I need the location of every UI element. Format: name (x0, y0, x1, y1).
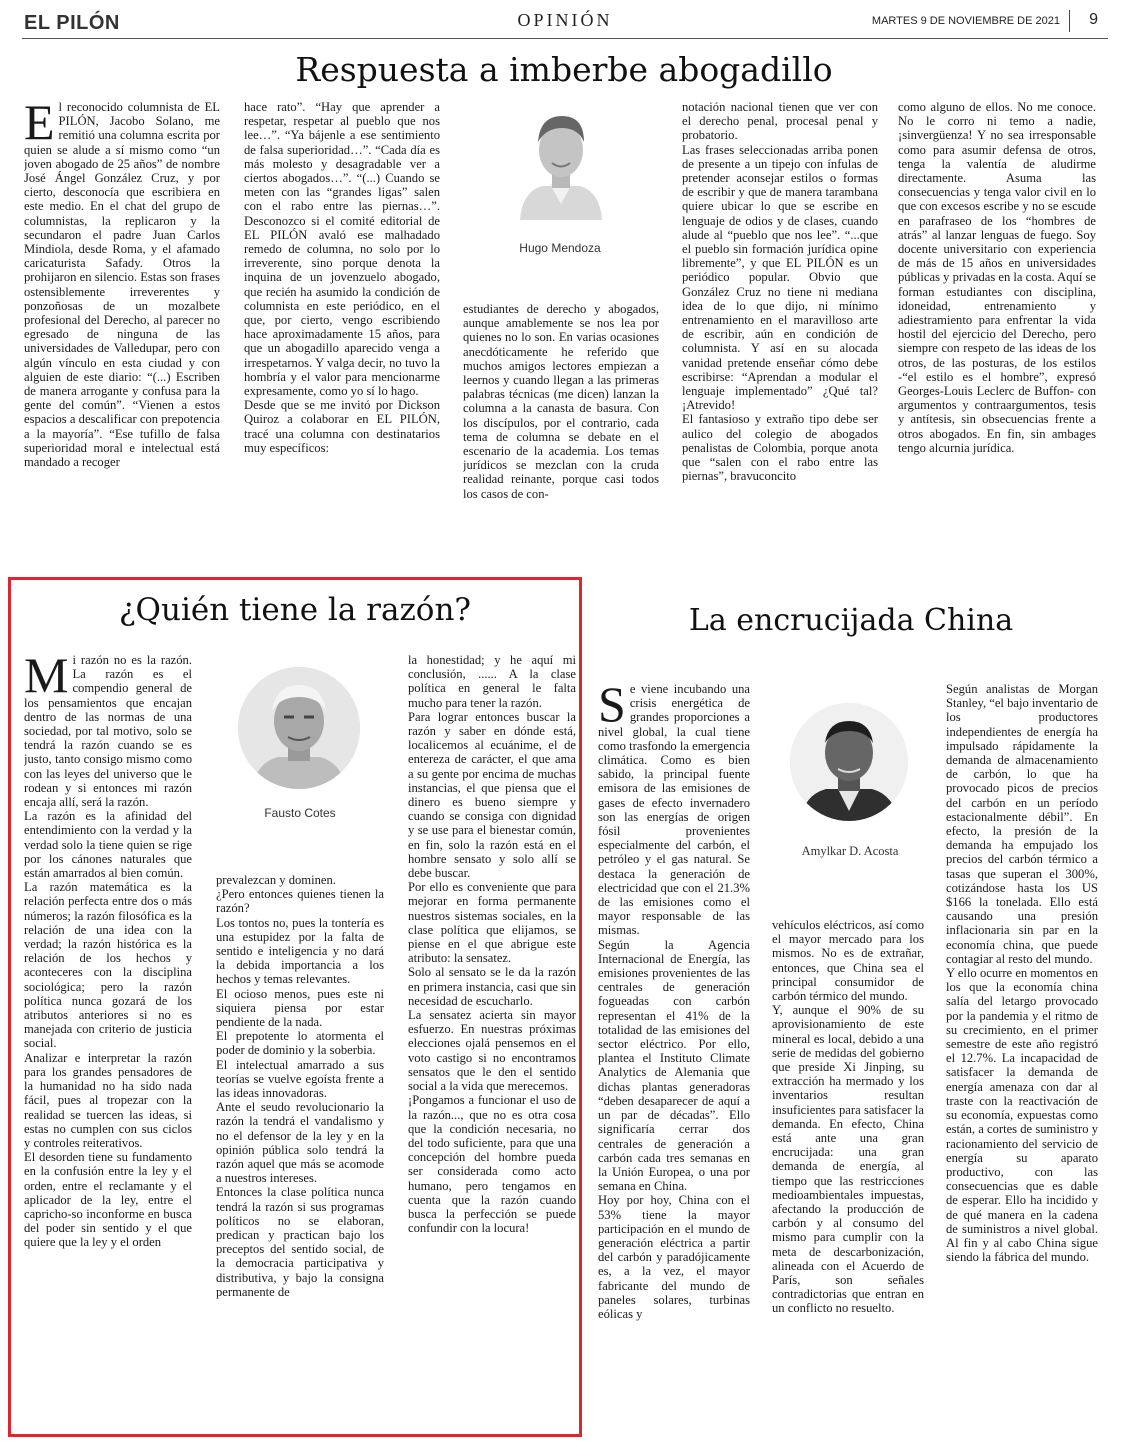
article-3-text-1: e viene incubando una crisis energética de grandes proporciones a nivel global, la cual tiene como trasfondo la emergencia climática. Como es bien sabido, la principal fuente emisora de las emisiones de gases de efecto invernadero son las energías de origen fósil provenientes especialmente del carbón, el petróleo y el gas natural. Se destaca la generación de electricidad que con el 21.3% de las emisiones como el mayor responsable de las mismas. Según la Agencia Internacional de Energía, las emisiones provenientes de las centrales de generación fogueadas con carbón representan el 41% de la totalidad de las emisiones del sector eléctrico. Por ello, plantea el Instituto Climate Analytics de Alemania que dichas plantas generadoras “deben desaparecer de aquí a un par de décadas”. Ello significaría cerrar dos centrales de generación a carbón cada tres semanas en la Unión Europea, o una por semana en China. Hoy por hoy, China con el 53% tiene la mayor participación en el mundo de generación eléctrica a partir del carbón y paradójicamente es, a la vez, el mayor fabricante del mundo de paneles solares, turbinas eólicas y (598, 682, 750, 1321)
article-2-column-2 (216, 873, 384, 1423)
article-2-headline: ¿Quién tiene la razón? (118, 592, 472, 628)
article-2-text-2: prevalezcan y dominen. ¿Pero entonces quienes tienen la razón? Los tontos no, pues la tontería es una estupidez por la falta de sentido e inteligencia y no dará la debida importancia a los hechos y temas relevantes. El ocioso menos, pues este ni siquiera piensa por estar pendiente de la nada. El prepotente lo atormenta el poder de dominio y la soberbia. El intelectual amarrado a sus teorías se vuelve egoísta frente a las ideas innovadoras. Ante el seudo revolucionario la razón la tendrá el vandalismo y no el defensor de la ley y en la opinión pública solo tendrá la razón aquel que más se acomode a nuestros intereses. Entonces la clase política nunca tendrá la razón si sus programas políticos no se elaboran, predican y practican bajo los preceptos del sentido social, de la democracia participativa y distributiva, y bajo la consigna permanente de (216, 873, 384, 1299)
article-1-headline: Respuesta a imberbe abogadillo (295, 50, 833, 89)
article-3-text-3: Según analistas de Morgan Stanley, “el bajo inventario de los productores independientes de energía ha impulsado rápidamente la demanda de almacenamiento de carbón, lo que ha provocado picos de precios del carbón en un período estacionalmente débil”. En efecto, la presión de la demanda ha empujado los precios del carbón térmico a tasas que superan el 300%, cotizándose hasta los US $166 la tonelada. Ello está causando una presión inflacionaria sin par en la economía china, que puede contagiar al resto del mundo. Y ello ocurre en momentos en los que la economía china salía del letargo provocado por la pandemia y el ritmo de su crecimiento, en el primer semestre de este año registró el 12.7%. La incapacidad de satisfacer la demanda de energía amenaza con dar al traste con la reactivación de su economía, expuestas como están, a cortes de suministro y racionamiento del servicio de energía su aparato productivo, con las consecuencias que es dable de esperar. Ello ha incidido y de qué manera en la cadena de suministros a nivel global. Al fin y al cabo China sigue siendo la fábrica del mundo. (946, 682, 1098, 1265)
article-3-column-2 (772, 918, 924, 1422)
article-2-text-3: la honestidad; y he aquí mi conclusión, ...... A la clase política en general le falta mucho para tener la razón. Para lograr entonces buscar la razón y saber en dónde está, localicemos al ecuánime, el de entereza de carácter, el que ama a su gente por encima de muchas instancias, el que piensa que el dinero es bueno siempre y cuando se consiga con dignidad y se use para el bienestar común, en fin, solo la razón está en el hombre sensato y solo allí se debe buscar. Por ello es conveniente que para mejorar en forma permanente nuestros sistemas sociales, en la clase política que elijamos, se piense en el que abrigue este atributo: la sensatez. Solo al sensato se le da la razón en primera instancia, casi que sin necesidad de escucharlo. La sensatez acierta sin mayor esfuerzo. En nuestras próximas elecciones ojalá pensemos en el voto castigo si no encontramos sensatos que le den el sentido social a la vida que merecemos. ¡Pongamos a funcionar el uso de la razón..., que no es otra cosa que la condición necesaria, no del todo suficiente, para que una concepción del hombre pueda ser considerada como acto humano, pero tengamos en cuenta que la razón cuando busca la perfección se puede confundir con la locura! (408, 653, 576, 1236)
masthead (22, 8, 1108, 39)
masthead-divider (1069, 10, 1070, 32)
article-3-column-1 (598, 682, 750, 1422)
article-3-headline: La encrucijada China (688, 603, 1014, 638)
article-1-author-photo (512, 100, 610, 220)
article-1-text-4: notación nacional tienen que ver con el derecho penal, procesal penal y probatorio. Las frases seleccionadas arriba ponen de presente a un tipejo con ínfulas de pretender aconsejar estilos o formas de escribir y que de manera tarambana quiere ubicar lo que se escribe en lenguaje de odios y de clases, cuando alude al “pueblo que nos lee”. “...que el pueblo sin formación jurídica opine libremente”, y que EL PILÓN es un periódico popular. Obvio que González Cruz no tiene ni mediana idea de lo que dijo, ni mínimo entrenamiento en el maravilloso arte de escribir, aún en condición de columnista. Y así en su alocada vanidad pretende enseñar cómo debe escribirse: “Aprendan a modular el lenguaje implementado” ¿Qué tal? ¡Atrevido! El fantasioso y extraño tipo debe ser aulico del colegio de abogados penalistas de Colombia, porque anota que “salen con el rabo entre las piernas”, bravuconcito (682, 100, 878, 484)
article-3-text-2: vehículos eléctricos, así como el mayor mercado para los mismos. No es de extrañar, entonces, que China sea el principal consumidor de carbón térmico del mundo. Y, aunque el 90% de su aprovisionamiento de este mineral es local, debido a una serie de medidas del gobierno que preside Xi Jinping, su extracción ha mermado y los inventarios resultan insuficientes para satisfacer la demanda. En efecto, China está ante una gran encrucijada: una gran demanda de energía, al tiempo que las restricciones medioambientales impuestas, afectando la producción de carbón y al consumo del mismo para cumplir con la meta de descarbonización, alineada con el Acuerdo de París, son señales contradictorias que entran en un conflicto no resuelto. (772, 918, 924, 1316)
article-3-author-name: Amylkar D. Acosta (801, 844, 899, 858)
article-1-dropcap: E (24, 100, 55, 150)
article-1-column-2 (244, 100, 440, 556)
article-1-text-1: l reconocido columnista de EL PILÓN, Jacobo Solano, me remitió una columna escrita por quien se alude a sí mismo como “un joven abogado de 25 años” de nombre José Ángel González Cruz, y por cierto, desconocía que escribiera en este medio. En el chat del grupo de columnistas, la replicaron y la secundaron el padre Juan Carlos Mindiola, desde Roma, y el afamado caricaturista Safady. Otros la prohijaron en silencio. Estas son frases ostensiblemente irreverentes y ponzoñosas de un mozalbete profesional del Derecho, al parecer no egresado de ninguna de las universidades de Valledupar, pero con algún vínculo en esta ciudad y con alguien de este diario: “(...) Escriben de manera arrogante y confusa para la gente del común”. “Vienen a estos espacios a descalificar con prepotencia a la mayoría”. “Ese tufillo de falsa superioridad moral e intelectual está mandado a recoger (24, 100, 220, 470)
article-3-column-3 (946, 682, 1098, 1422)
article-3-dropcap: S (598, 682, 626, 732)
fausto-cotes-portrait (238, 667, 360, 789)
page-number: 9 (1089, 11, 1098, 28)
article-2-author-name: Fausto Cotes (264, 806, 336, 820)
amylkar-acosta-portrait (790, 703, 908, 821)
article-1-text-2: hace rato”. “Hay que aprender a respetar, respetar al pueblo que nos lee…”. “Ya bájenle a ese sentimiento de falsa superioridad…”. “Cada día es más molesto y desagradable ver a ciertos abogados…”. “(...) Cuando se meten con las “grandes ligas” salen con el rabo entre las piernas…”. Desconozco si el comité editorial de EL PILÓN avaló ese malhadado remedo de columna, no solo por lo irreverente, sino porque denota la inquina de un jovenzuelo abogado, que recién ha asumido la condición de columnista en este periódico, en el que, por cierto, vengo escribiendo hace aproximadamente 15 años, para que un abogadillo aparecido venga a irrespetarnos. Y valga decir, no tuvo la hombría y el valor para mencionarme expresamente, como yo sí lo hago. Desde que se me invitó por Dickson Quiroz a colaborar en EL PILÓN, tracé una columna con destinatarios muy específicos: (244, 100, 440, 455)
article-2-text-1: i razón no es la razón. La razón es el compendio general de los pensamientos que encajan dentro de las normas de una sociedad, por tal motivo, solo se tendrá la razón cuando se es justo, tanto consigo mismo como con las leyes del universo que le rodean y si entonces mi razón encaja allí, será la razón. La razón es la afinidad del entendimiento con la verdad y la verdad solo la tiene quien se rige por los cánones naturales que están amarrados al bien común. La razón matemática es la relación perfecta entre dos o más números; la razón filosófica es la relación de una idea con la verdad; la razón histórica es la relación de los hechos y aconteceres con la disciplina sociológica; pero la razón política nunca gozará de los atributos anteriores si no es manejada con criterio de justicia social. Analizar e interpretar la razón para los grandes pensadores de la humanidad no ha sido nada fácil, pues al tropezar con la realidad se tuercen las ideas, si estas no cumplen con sus ciclos y controles reiterativos. El desorden tiene su fundamento en la confusión entre la ley y el orden, entre el reclamante y el aplicador de la ley, entre el capricho-so inconforme en busca del poder sin sentido y el que quiere que la ley y el orden (24, 653, 192, 1250)
article-2-dropcap: M (24, 653, 69, 703)
issue-date: MARTES 9 DE NOVIEMBRE DE 2021 (871, 15, 1060, 27)
article-3-author-photo (790, 703, 908, 821)
section-title: OPINIÓN (517, 10, 613, 30)
article-1-column-4 (682, 100, 878, 556)
article-1-author-name: Hugo Mendoza (519, 241, 601, 255)
article-2-column-1 (24, 653, 192, 1423)
hugo-mendoza-portrait (512, 100, 610, 220)
article-1-text-3: estudiantes de derecho y abogados, aunque amablemente se nos lea por quienes no lo son. En varias ocasiones anecdóticamente he referido que muchos amigos lectores empiezan a leernos y cuando llegan a las primeras palabras técnicas (me dicen) lanzan la columna a la canasta de basura. Con los discípulos, por el contrario, cada tema de columna se debate en el escenario de la academia. Los temas jurídicos se mezclan con la cruda realidad reinante, porque casi todos los casos de con- (463, 302, 659, 501)
article-2-column-3 (408, 653, 576, 1423)
article-1-column-1 (24, 100, 220, 556)
newspaper-logo: EL PILÓN (24, 12, 120, 34)
article-2-author-photo (238, 667, 360, 789)
article-1-column-3 (463, 302, 659, 556)
article-1-text-5: como alguno de ellos. No me conoce. No le corro ni temo a nadie, ¡sinvergüenza! Y no sea irresponsable como para asumir defensa de otros, tenga la valentía de aludirme directamente. Asuma las consecuencias y tenga valor civil en lo que con excesos escribe y no se escude en parafraseo de los “hombres de atrás” al lanzar lenguas de fuego. Soy docente universitario con experiencia de más de 15 años en universidades públicas y privadas en la costa. Aquí se forman estudiantes con disciplina, idoneidad, entrenamiento y adiestramiento para enfrentar la vida hostil del ejercicio del Derecho, pero siempre con respeto de las ideas de los otros, de las posturas, de los estilos -“el estilo es el hombre”, expresó Georges-Louis Leclerc de Buffon- con argumentos y contraargumentos, tesis y antítesis, sin obsecuencias frente a otros abogados. En fin, sin ambages tengo alcurnia jurídica. (898, 100, 1096, 455)
article-1-column-5 (898, 100, 1096, 556)
